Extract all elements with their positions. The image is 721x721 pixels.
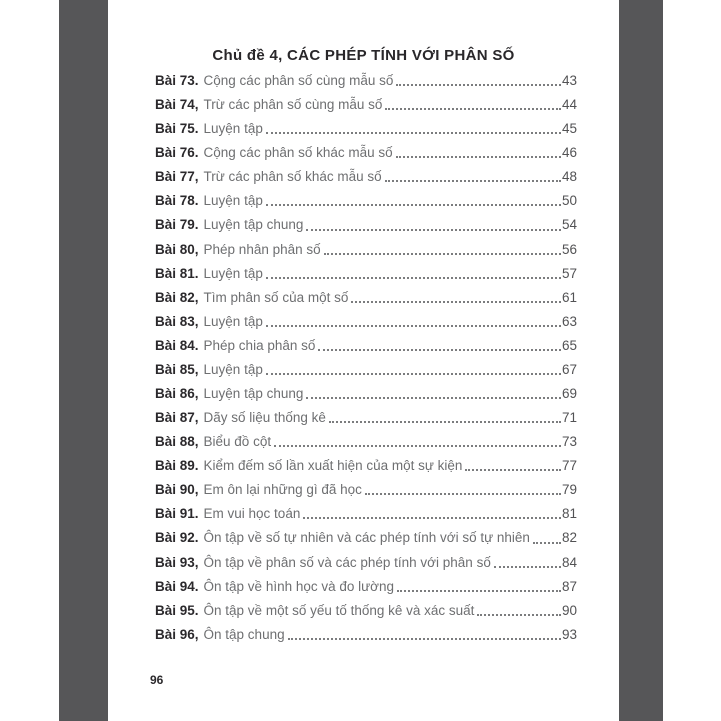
toc-entry-title: Luyện tập chung	[203, 386, 304, 402]
toc-entry-label: Bài 73.	[155, 73, 199, 88]
toc-entry-label: Bài 82,	[155, 289, 199, 305]
toc-entry-label: Bài 76.	[155, 145, 199, 161]
toc-entry	[155, 213, 577, 237]
toc-entry-page: 65	[561, 337, 577, 353]
toc-entry	[155, 382, 577, 406]
toc-dot-leader	[266, 117, 561, 134]
toc-dot-leader	[351, 286, 561, 303]
folio-page-number: 96	[150, 673, 164, 687]
toc-dot-leader	[288, 623, 561, 640]
toc-dot-leader	[365, 478, 561, 495]
toc-entry-page: 82	[561, 530, 577, 546]
toc-entry	[155, 141, 577, 165]
toc-entry-page: 81	[561, 506, 577, 522]
toc-entry-label: Bài 85,	[155, 361, 199, 377]
toc-entry-label: Bài 77,	[155, 169, 199, 185]
toc-entry-label: Bài 75.	[155, 121, 199, 137]
toc-entry-label: Bài 93,	[155, 554, 199, 570]
toc-dot-leader	[266, 262, 561, 279]
toc-entry-title: Luyện tập	[203, 121, 263, 137]
right-page-edge-strip	[619, 0, 663, 721]
toc-entry-page: 48	[561, 169, 577, 185]
toc-entry-label: Bài 79.	[155, 217, 199, 233]
toc-entry-page: 69	[561, 386, 577, 402]
toc-dot-leader	[306, 213, 561, 230]
toc-entry-page: 77	[561, 458, 577, 474]
toc-dot-leader	[329, 406, 561, 423]
toc-dot-leader	[306, 382, 561, 399]
toc-entry-label: Bài 81.	[155, 265, 199, 281]
toc-entry	[155, 526, 577, 550]
toc-entry-label: Bài 80,	[155, 241, 199, 257]
toc-entry-page: 73	[561, 434, 577, 450]
toc-entry-label: Bài 94.	[155, 578, 199, 594]
book-page	[108, 0, 619, 721]
toc-dot-leader	[494, 551, 561, 568]
toc-entry	[155, 189, 577, 213]
toc-dot-leader	[385, 93, 561, 110]
toc-entry	[155, 286, 577, 310]
toc-dot-leader	[318, 334, 561, 351]
toc-entry	[155, 623, 577, 647]
toc-dot-leader	[266, 310, 561, 327]
toc-entry-page: 84	[561, 554, 577, 570]
toc-entry-title: Luyện tập chung	[203, 217, 304, 233]
chapter-title: Chủ đề 4, CÁC PHÉP TÍNH VỚI PHÂN SỐ	[212, 47, 515, 64]
toc-dot-leader	[385, 165, 561, 182]
toc-entry-title: Cộng các phân số cùng mẫu số	[203, 73, 394, 88]
toc-dot-leader	[396, 69, 561, 86]
toc-entry-page: 79	[561, 482, 577, 498]
toc-entry	[155, 478, 577, 502]
toc-entry-title: Luyện tập	[203, 361, 263, 377]
toc-entry-title: Luyện tập	[203, 193, 263, 209]
toc-entry-page: 87	[561, 578, 577, 594]
toc-entry-page: 61	[561, 289, 577, 305]
toc-entry	[155, 358, 577, 382]
toc-entry-label: Bài 91.	[155, 506, 199, 522]
toc-entry	[155, 334, 577, 358]
toc-entry-label: Bài 86,	[155, 386, 199, 402]
toc-entry-page: 67	[561, 361, 577, 377]
toc-entry	[155, 575, 577, 599]
toc-entry	[155, 551, 577, 575]
toc-entry-title: Ôn tập về số tự nhiên và các phép tính với số tự nhiên	[203, 530, 530, 546]
toc-entry-title: Dãy số liệu thống kê	[203, 410, 326, 426]
toc-entry-label: Bài 74,	[155, 97, 199, 113]
toc-entry-title: Trừ các phân số khác mẫu số	[203, 169, 382, 185]
toc-entry	[155, 406, 577, 430]
toc-entry-page: 54	[561, 217, 577, 233]
toc-dot-leader	[397, 575, 561, 592]
toc-entry-label: Bài 83,	[155, 313, 199, 329]
toc-entry-title: Phép nhân phân số	[203, 241, 321, 257]
toc-entry-title: Biểu đồ cột	[203, 434, 272, 450]
toc-entry	[155, 310, 577, 334]
toc-entry	[155, 430, 577, 454]
toc-entry	[155, 238, 577, 262]
toc-dot-leader	[477, 599, 561, 616]
toc-entry-page: 71	[561, 410, 577, 426]
toc-entry-page: 93	[561, 626, 577, 642]
toc-entry	[155, 599, 577, 623]
toc-entry-title: Cộng các phân số khác mẫu số	[203, 145, 393, 161]
toc-entry	[155, 69, 577, 93]
toc-entry	[155, 454, 577, 478]
toc-dot-leader	[465, 454, 561, 471]
toc-entry-page: 43	[561, 73, 577, 88]
toc-entry-page: 45	[561, 121, 577, 137]
toc-entry-label: Bài 92.	[155, 530, 199, 546]
toc-entry-label: Bài 90,	[155, 482, 199, 498]
toc-entry-page: 63	[561, 313, 577, 329]
toc-entry	[155, 93, 577, 117]
toc-entry-title: Luyện tập	[203, 313, 263, 329]
toc-entry-page: 46	[561, 145, 577, 161]
toc-dot-leader	[274, 430, 561, 447]
toc-dot-leader	[533, 526, 561, 543]
toc-dot-leader	[396, 141, 561, 158]
toc-entry-label: Bài 87,	[155, 410, 199, 426]
toc-entry	[155, 117, 577, 141]
toc-entry-title: Ôn tập về hình học và đo lường	[203, 578, 395, 594]
toc-entry-title: Ôn tập về một số yếu tố thống kê và xác suất	[203, 602, 475, 618]
left-page-edge-strip	[59, 0, 108, 721]
toc-entry-label: Bài 96,	[155, 626, 199, 642]
toc-dot-leader	[266, 189, 561, 206]
toc-entry-label: Bài 78.	[155, 193, 199, 209]
toc-entry-label: Bài 89.	[155, 458, 199, 474]
toc-list	[108, 69, 619, 647]
toc-entry-label: Bài 88,	[155, 434, 199, 450]
toc-entry-page: 57	[561, 265, 577, 281]
toc-entry-label: Bài 95.	[155, 602, 199, 618]
toc-entry-title: Em vui học toán	[203, 506, 301, 522]
toc-entry-page: 90	[561, 602, 577, 618]
toc-dot-leader	[324, 238, 561, 255]
toc-entry-title: Ôn tập chung	[203, 626, 285, 642]
toc-entry-title: Tìm phân số của một số	[203, 289, 349, 305]
toc-entry-title: Trừ các phân số cùng mẫu số	[203, 97, 383, 113]
toc-entry-title: Kiểm đếm số lần xuất hiện của một sự kiện	[203, 458, 463, 474]
toc-entry-title: Luyện tập	[203, 265, 263, 281]
toc-entry	[155, 165, 577, 189]
toc-entry-title: Phép chia phân số	[203, 337, 316, 353]
toc-entry-page: 44	[561, 97, 577, 113]
toc-entry	[155, 262, 577, 286]
toc-entry-title: Em ôn lại những gì đã học	[203, 482, 362, 498]
toc-dot-leader	[303, 502, 561, 519]
toc-entry-page: 56	[561, 241, 577, 257]
toc-entry-label: Bài 84.	[155, 337, 199, 353]
toc-entry	[155, 502, 577, 526]
toc-entry-page: 50	[561, 193, 577, 209]
toc-entry-title: Ôn tập về phân số và các phép tính với phân số	[203, 554, 491, 570]
toc-dot-leader	[266, 358, 561, 375]
